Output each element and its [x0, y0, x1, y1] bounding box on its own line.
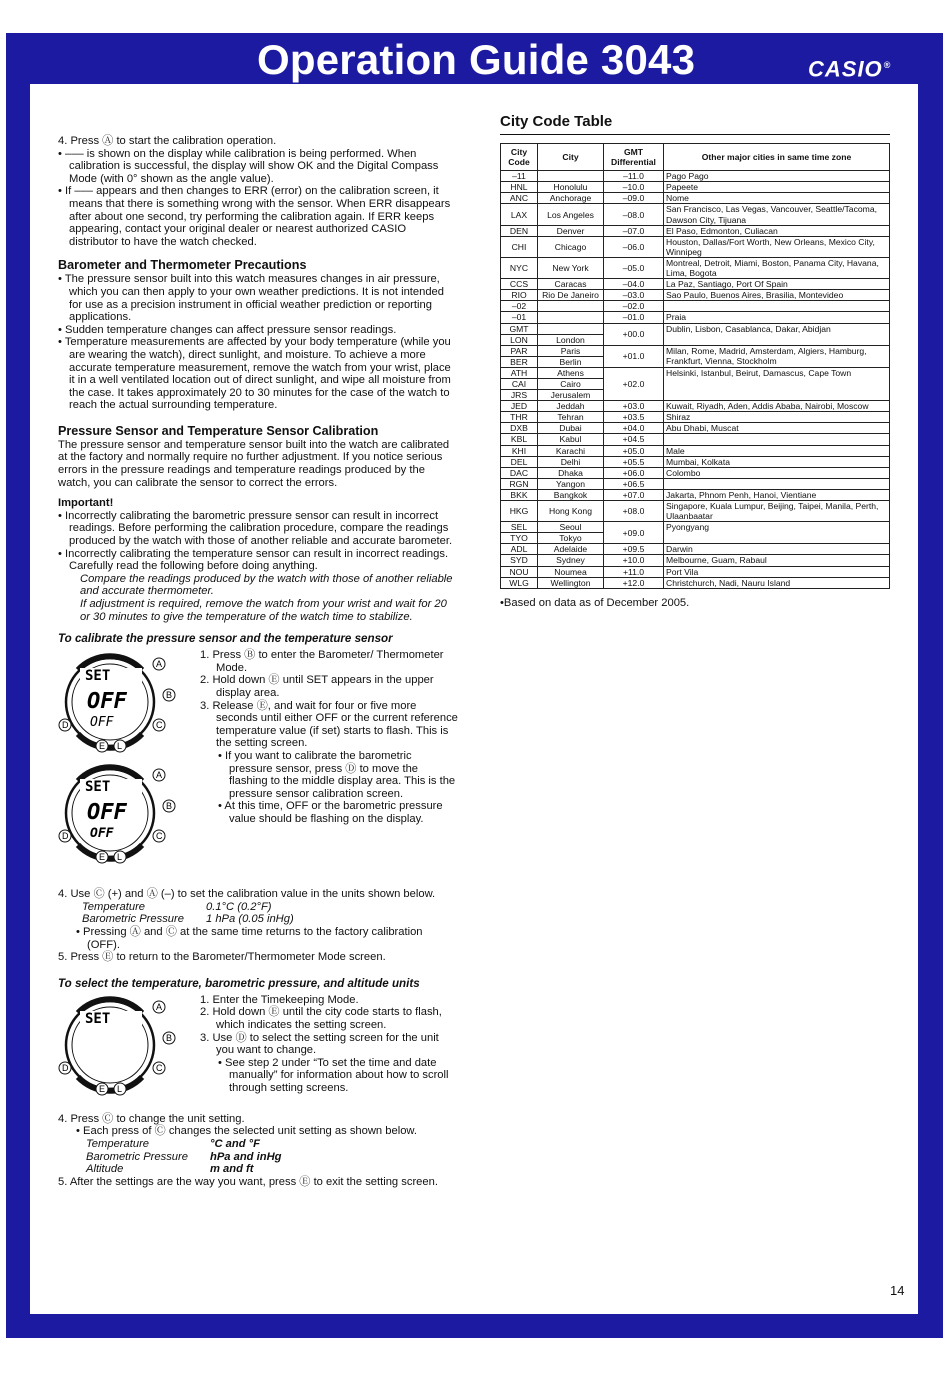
cell-gmt: +05.0 — [604, 445, 664, 456]
unit-value: °C and °F — [210, 1137, 260, 1150]
cell-gmt: +12.0 — [604, 577, 664, 588]
precautions-heading: Barometer and Thermometer Precautions — [58, 258, 307, 273]
cell-gmt: –06.0 — [604, 236, 664, 257]
cell-city-code: –11 — [501, 171, 538, 182]
table-row — [501, 489, 890, 500]
table-row — [501, 279, 890, 290]
cell-other-cities: Montreal, Detroit, Miami, Boston, Panama City, Havana, Lima, Bogota — [664, 257, 890, 278]
cell-city-code: JED — [501, 401, 538, 412]
table-row — [501, 544, 890, 555]
procedure-1-sub-bullet: • At this time, OFF or the barometric pressure value should be flashing on the display. — [218, 800, 443, 825]
table-row — [501, 445, 890, 456]
important-item: • Incorrectly calibrating the barometric pressure sensor can result in incorrect readings. Before performing the calibration procedure, compare the readings produced by the watch with those of another reliable and accurate barometer. — [58, 509, 453, 548]
button-c-icon: C — [156, 1062, 163, 1073]
button-a-icon: A — [156, 659, 163, 670]
procedure-1-sub-bullet: • If you want to calibrate the barometric pressure sensor, press Ⓓ to move the flashing to the middle display area. This is the pressure sensor calibration screen. — [218, 749, 456, 800]
cell-city-code: KHI — [501, 445, 538, 456]
page-title: Operation Guide 3043 — [257, 36, 696, 83]
cell-gmt: –07.0 — [604, 225, 664, 236]
table-row — [501, 478, 890, 489]
procedure-2-sub-bullet: • See step 2 under “To set the time and date manually” for information about how to scroll through setting screens. — [218, 1056, 449, 1094]
button-b-icon: B — [166, 801, 173, 812]
cell-city-code: TYO — [501, 533, 538, 544]
procedure-1-heading: To calibrate the pressure sensor and the temperature sensor — [58, 632, 393, 646]
cell-other-cities: Milan, Rome, Madrid, Amsterdam, Algiers, Hamburg, Frankfurt, Vienna, Stockholm — [664, 345, 890, 367]
cell-city: Dubai — [538, 423, 604, 434]
cell-other-cities: Darwin — [664, 544, 890, 555]
cell-other-cities: Pyongyang — [664, 522, 890, 544]
procedure-2-step-5: 5. After the settings are the way you want, press Ⓔ to exit the setting screen. — [58, 1175, 438, 1188]
cell-city-code: NOU — [501, 566, 538, 577]
cell-city: Jeddah — [538, 401, 604, 412]
procedure-2-step: 3. Use Ⓓ to select the setting screen for the unit you want to change. — [200, 1031, 439, 1057]
cell-city: Paris — [538, 345, 604, 356]
procedure-2-heading: To select the temperature, barometric pressure, and altitude units — [58, 976, 420, 990]
cell-gmt: –01.0 — [604, 312, 664, 323]
table-row — [501, 423, 890, 434]
cell-city-code: GMT — [501, 323, 538, 334]
cell-other-cities: Helsinki, Istanbul, Beirut, Damascus, Cape Town — [664, 367, 890, 400]
cell-city: Noumea — [538, 566, 604, 577]
cell-city: Yangon — [538, 478, 604, 489]
cell-gmt: +02.0 — [604, 367, 664, 400]
cell-city-code: DAC — [501, 467, 538, 478]
calibration-step-4: 4. Press Ⓐ to start the calibration operation. — [58, 135, 277, 147]
cell-city-code: JRS — [501, 390, 538, 401]
cell-other-cities: Houston, Dallas/Fort Worth, New Orleans, Mexico City, Winnipeg — [664, 236, 890, 257]
cell-other-cities: Kuwait, Riyadh, Aden, Addis Ababa, Nairobi, Moscow — [664, 401, 890, 412]
table-row — [501, 367, 890, 378]
precaution-item: • The pressure sensor built into this watch measures changes in air pressure, which you can then apply to your own weather predictions. It is not intended for use as a precision instrument in official weather prediction or reporting applications. — [58, 273, 445, 324]
cell-city-code: BER — [501, 356, 538, 367]
cell-city-code: ADL — [501, 544, 538, 555]
unit-label: Altitude — [86, 1163, 124, 1176]
table-row — [501, 501, 890, 522]
button-e-icon: E — [99, 741, 106, 752]
cell-city-code: THR — [501, 412, 538, 423]
unit-value: 1 hPa (0.05 inHg) — [206, 913, 294, 926]
button-b-icon: B — [166, 690, 173, 701]
button-c-icon: C — [156, 720, 163, 731]
cell-other-cities: Praia — [664, 312, 890, 323]
cell-city-code: CAI — [501, 378, 538, 389]
table-row — [501, 257, 890, 278]
cell-city-code: –02 — [501, 301, 538, 312]
cell-other-cities: Mumbai, Kolkata — [664, 456, 890, 467]
cell-city-code: NYC — [501, 257, 538, 278]
cell-city-code: KBL — [501, 434, 538, 445]
cell-other-cities: Port Vila — [664, 566, 890, 577]
watch-illustration-1 — [58, 650, 178, 754]
cell-city: Cairo — [538, 378, 604, 389]
lcd-top: SET — [85, 668, 111, 685]
important-label: Important! — [58, 497, 114, 510]
procedure-1-step-4-bullet: • Pressing Ⓐ and Ⓒ at the same time returns to the factory calibration (OFF). — [76, 925, 423, 951]
unit-label: Temperature — [82, 900, 146, 913]
procedure-1-body — [58, 646, 458, 868]
cell-city: Rio De Janeiro — [538, 290, 604, 301]
unit-row — [58, 901, 458, 914]
city-code-table — [500, 143, 890, 589]
cell-city: Denver — [538, 225, 604, 236]
cell-gmt: +01.0 — [604, 345, 664, 367]
cell-city-code: LON — [501, 334, 538, 345]
cell-other-cities: Jakarta, Phnom Penh, Hanoi, Vientiane — [664, 489, 890, 500]
table-row — [501, 323, 890, 334]
cell-gmt: +09.5 — [604, 544, 664, 555]
lcd-bottom: OFF — [90, 826, 114, 842]
table-row — [501, 312, 890, 323]
cell-city: Wellington — [538, 577, 604, 588]
left-column — [58, 135, 458, 1188]
calibration-heading: Pressure Sensor and Temperature Sensor Calibration — [58, 423, 379, 438]
cell-other-cities: Pago Pago — [664, 171, 890, 182]
procedure-1-step-5: 5. Press Ⓔ to return to the Barometer/Thermometer Mode screen. — [58, 951, 386, 964]
cell-gmt: +06.5 — [604, 478, 664, 489]
procedure-1-step: 3. Release Ⓔ, and wait for four or five more seconds until either OFF or the current reference temperature value (if set) starts to flash. This is the setting screen. — [200, 699, 458, 750]
table-row — [501, 225, 890, 236]
procedure-2-step-4-bullet: • Each press of Ⓒ changes the selected unit setting as shown below. — [76, 1125, 417, 1138]
table-row — [501, 555, 890, 566]
button-b-icon: B — [166, 1032, 173, 1043]
cell-other-cities: San Francisco, Las Vegas, Vancouver, Seattle/Tacoma, Dawson City, Tijuana — [664, 204, 890, 225]
header-city-code: City Code — [501, 144, 538, 171]
cell-gmt: –09.0 — [604, 193, 664, 204]
cell-gmt: +06.0 — [604, 467, 664, 478]
table-row — [501, 345, 890, 356]
cell-city: Sydney — [538, 555, 604, 566]
brand-name: CASIO — [808, 56, 883, 82]
button-l-icon: L — [117, 741, 123, 752]
lcd-middle: OFF — [87, 800, 127, 826]
cell-city-code: BKK — [501, 489, 538, 500]
header-city: City — [538, 144, 604, 171]
table-row — [501, 434, 890, 445]
cell-gmt: +03.5 — [604, 412, 664, 423]
cell-city: London — [538, 334, 604, 345]
cell-city: Los Angeles — [538, 204, 604, 225]
cell-city: Jerusalem — [538, 390, 604, 401]
unit-value: 0.1°C (0.2°F) — [206, 900, 272, 913]
button-l-icon: L — [117, 1083, 123, 1094]
procedure-2-step-4: 4. Press Ⓒ to change the unit setting. — [58, 1112, 245, 1125]
table-row — [501, 467, 890, 478]
cell-other-cities — [664, 434, 890, 445]
unit-row — [58, 913, 458, 926]
right-column — [500, 112, 892, 609]
cell-city-code: DXB — [501, 423, 538, 434]
italic-note: If adjustment is required, remove the watch from your wrist and wait for 20 or 30 minutes to give the temperature of the watch time to stabilize. — [80, 598, 447, 623]
cell-city-code: DEN — [501, 225, 538, 236]
table-row — [501, 301, 890, 312]
cell-city: Berlin — [538, 356, 604, 367]
button-d-icon: D — [62, 720, 69, 731]
button-e-icon: E — [99, 1083, 106, 1094]
procedure-2-step: 1. Enter the Timekeeping Mode. — [200, 993, 359, 1006]
bullet-error: • If ––– appears and then changes to ERR (error) on the calibration screen, it means that there is something wrong with the sensor. When ERR disappears after about one second, try performing the calibration again. If ERR keeps appearing, contact your original dealer or nearest authorized CASIO distributor to have the watch checked. — [58, 185, 451, 248]
cell-other-cities: Dublin, Lisbon, Casablanca, Dakar, Abidjan — [664, 323, 890, 345]
cell-city — [538, 323, 604, 334]
cell-gmt: +11.0 — [604, 566, 664, 577]
button-d-icon: D — [62, 1062, 69, 1073]
cell-gmt: –04.0 — [604, 279, 664, 290]
procedure-1-step: 1. Press Ⓑ to enter the Barometer/ Thermometer Mode. — [200, 649, 444, 674]
cell-other-cities: Abu Dhabi, Muscat — [664, 423, 890, 434]
cell-gmt: –02.0 — [604, 301, 664, 312]
cell-city: Kabul — [538, 434, 604, 445]
table-row — [501, 182, 890, 193]
cell-gmt: –11.0 — [604, 171, 664, 182]
cell-city-code: CCS — [501, 279, 538, 290]
header-gmt: GMT Differential — [604, 144, 664, 171]
cell-other-cities — [664, 301, 890, 312]
cell-city-code: WLG — [501, 577, 538, 588]
button-c-icon: C — [156, 831, 163, 842]
cell-gmt: +09.0 — [604, 522, 664, 544]
important-item: • Incorrectly calibrating the temperature sensor can result in incorrect readings. Carefully read the following before doing anything. — [58, 547, 449, 573]
registered-mark: ® — [883, 60, 892, 70]
cell-city — [538, 171, 604, 182]
unit-row — [58, 1138, 458, 1151]
table-row — [501, 566, 890, 577]
button-d-icon: D — [62, 831, 69, 842]
table-row — [501, 171, 890, 182]
table-row — [501, 290, 890, 301]
unit-label: Temperature — [86, 1137, 150, 1150]
cell-other-cities: Melbourne, Guam, Rabaul — [664, 555, 890, 566]
procedure-2-step: 2. Hold down Ⓔ until the city code starts to flash, which indicates the setting screen. — [200, 1006, 442, 1031]
cell-city-code: ANC — [501, 193, 538, 204]
table-row — [501, 193, 890, 204]
cell-city: Tehran — [538, 412, 604, 423]
table-row — [501, 577, 890, 588]
header-other-cities: Other major cities in same time zone — [664, 144, 890, 171]
cell-gmt: +08.0 — [604, 501, 664, 522]
precaution-item: • Sudden temperature changes can affect pressure sensor readings. — [58, 323, 397, 336]
table-row — [501, 412, 890, 423]
table-row — [501, 401, 890, 412]
watch-illustration-2 — [58, 761, 178, 865]
cell-gmt: +05.5 — [604, 456, 664, 467]
table-footnote: •Based on data as of December 2005. — [500, 596, 690, 609]
cell-city-code: DEL — [501, 456, 538, 467]
cell-city-code: PAR — [501, 345, 538, 356]
cell-city-code: HKG — [501, 501, 538, 522]
cell-gmt: +07.0 — [604, 489, 664, 500]
title-rule — [500, 134, 890, 135]
procedure-1-step-4: 4. Use Ⓒ (+) and Ⓐ (–) to set the calibration value in the units shown below. — [58, 888, 436, 901]
cell-gmt: +10.0 — [604, 555, 664, 566]
italic-note: Compare the readings produced by the watch with those of another reliable and accurate thermometer. — [80, 572, 453, 598]
cell-city: Chicago — [538, 236, 604, 257]
cell-gmt: +04.0 — [604, 423, 664, 434]
casio-logo — [808, 53, 891, 81]
cell-city: Adelaide — [538, 544, 604, 555]
lcd-middle: OFF — [87, 689, 127, 715]
cell-city: Seoul — [538, 522, 604, 533]
table-body — [501, 171, 890, 589]
cell-city-code: –01 — [501, 312, 538, 323]
cell-other-cities: Nome — [664, 193, 890, 204]
cell-city-code: SYD — [501, 555, 538, 566]
cell-city: Caracas — [538, 279, 604, 290]
calibration-intro: The pressure sensor and temperature sensor built into the watch are calibrated at the factory and normally require no further adjustment. If you notice serious errors in the pressure readings and temperature readings produced by the watch, you can calibrate the sensor to correct the errors. — [58, 438, 450, 489]
watch-illustration-3 — [58, 993, 178, 1097]
cell-city: Karachi — [538, 445, 604, 456]
cell-other-cities: Shiraz — [664, 412, 890, 423]
page-number: 14 — [890, 1283, 905, 1298]
table-row — [501, 236, 890, 257]
button-a-icon: A — [156, 770, 163, 781]
procedure-1-step: 2. Hold down Ⓔ until SET appears in the upper display area. — [200, 674, 434, 699]
cell-city-code: HNL — [501, 182, 538, 193]
cell-city: Honolulu — [538, 182, 604, 193]
cell-other-cities: El Paso, Edmonton, Culiacan — [664, 225, 890, 236]
unit-value: hPa and inHg — [210, 1150, 282, 1163]
cell-other-cities: Sao Paulo, Buenos Aires, Brasilia, Montevideo — [664, 290, 890, 301]
cell-other-cities: Colombo — [664, 467, 890, 478]
table-header-row — [501, 144, 890, 171]
cell-city: New York — [538, 257, 604, 278]
cell-city-code: CHI — [501, 236, 538, 257]
button-e-icon: E — [99, 852, 106, 863]
cell-gmt: –10.0 — [604, 182, 664, 193]
cell-city: Anchorage — [538, 193, 604, 204]
lcd-bottom: OFF — [90, 715, 114, 731]
cell-city-code: SEL — [501, 522, 538, 533]
unit-value: m and ft — [210, 1163, 254, 1176]
cell-other-cities: La Paz, Santiago, Port Of Spain — [664, 279, 890, 290]
cell-other-cities: Christchurch, Nadi, Nauru Island — [664, 577, 890, 588]
cell-gmt: +00.0 — [604, 323, 664, 345]
cell-gmt: –05.0 — [604, 257, 664, 278]
city-code-table-title: City Code Table — [500, 113, 613, 130]
cell-gmt: +03.0 — [604, 401, 664, 412]
bullet-calibrating: • ––– is shown on the display while calibration is being performed. When calibration is successful, the display will show OK and the Digital Compass Mode (with 0° shown as the angle value). — [58, 147, 439, 185]
button-a-icon: A — [156, 1001, 163, 1012]
cell-city: Athens — [538, 367, 604, 378]
unit-row — [58, 1163, 458, 1176]
procedure-2-body — [58, 991, 458, 1101]
cell-city-code: ATH — [501, 367, 538, 378]
cell-other-cities — [664, 478, 890, 489]
cell-gmt: +04.5 — [604, 434, 664, 445]
cell-city-code: LAX — [501, 204, 538, 225]
cell-city — [538, 301, 604, 312]
lcd-top: SET — [85, 779, 111, 796]
unit-label: Barometric Pressure — [86, 1150, 188, 1163]
cell-gmt: –08.0 — [604, 204, 664, 225]
button-l-icon: L — [117, 852, 123, 863]
table-row — [501, 522, 890, 533]
precaution-item: • Temperature measurements are affected by your body temperature (while you are wearing the watch), direct sunlight, and moisture. To achieve a more accurate temperature measurement, remove the watch from your wrist, place it in a well ventilated location out of direct sunlight, and wipe all moisture from the case. It takes approximately 20 to 30 minutes for the case of the watch to reach the actual surrounding temperature. — [58, 336, 451, 412]
lcd-top: SET — [85, 1010, 111, 1027]
cell-city: Bangkok — [538, 489, 604, 500]
table-row — [501, 456, 890, 467]
cell-city: Hong Kong — [538, 501, 604, 522]
unit-row — [58, 1151, 458, 1164]
cell-city: Delhi — [538, 456, 604, 467]
cell-city-code: RIO — [501, 290, 538, 301]
cell-city-code: RGN — [501, 478, 538, 489]
cell-other-cities: Singapore, Kuala Lumpur, Beijing, Taipei, Manila, Perth, Ulaanbaatar — [664, 501, 890, 522]
cell-other-cities: Male — [664, 445, 890, 456]
table-row — [501, 204, 890, 225]
unit-label: Barometric Pressure — [82, 913, 184, 926]
cell-city — [538, 312, 604, 323]
cell-gmt: –03.0 — [604, 290, 664, 301]
cell-other-cities: Papeete — [664, 182, 890, 193]
cell-city: Dhaka — [538, 467, 604, 478]
cell-city: Tokyo — [538, 533, 604, 544]
